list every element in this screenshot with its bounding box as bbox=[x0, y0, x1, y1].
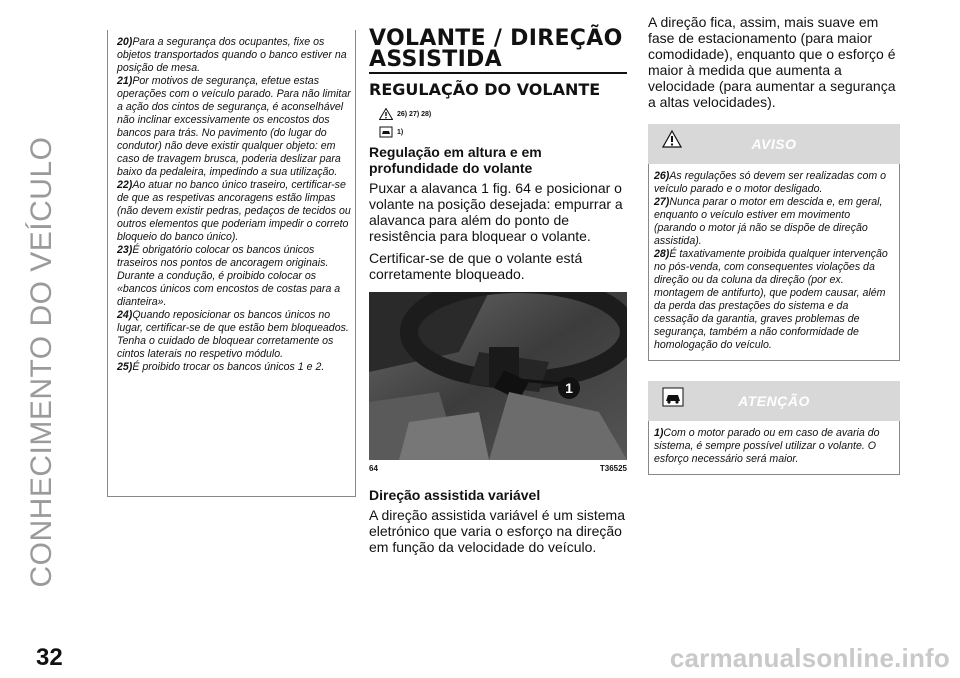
figure-code: T36525 bbox=[599, 464, 627, 473]
page-number: 32 bbox=[36, 644, 63, 671]
warning-refs-text: 26) 27) 28) bbox=[397, 110, 432, 118]
note-25: 25)É proibido trocar os bancos únicos 1 e 2. bbox=[117, 361, 325, 373]
figure-caption bbox=[369, 464, 627, 473]
note-23: 23)É obrigatório colocar os bancos únicos traseiros nos pontos de ancoragem originais. Durante a condução, é proibido colocar os «bancos únicos com encostos de costas para a dianteira». bbox=[117, 244, 341, 308]
caution-refs bbox=[379, 126, 631, 138]
aviso-body bbox=[648, 164, 900, 361]
notes-list bbox=[117, 36, 355, 374]
atencao-header bbox=[648, 381, 900, 421]
section-heading: VOLANTE / DIREÇÃO ASSISTIDA bbox=[369, 26, 623, 72]
right-column bbox=[648, 14, 900, 475]
atencao-title: ATENÇÃO bbox=[738, 393, 810, 409]
height-depth-instructions: Puxar a alavanca 1 fig. 64 e posicionar o volante na posição desejada: empurrar a alavanca para além do ponto de resistência para bloquear o volante. bbox=[369, 180, 623, 244]
note-22: 22)Ao atuar no banco único traseiro, certificar-se de que as respetivas ancoragens estão limpas (não devem existir pedras, pedaços de tecidos ou outros elementos que poderiam impedir o correto bloqueio do banco único). bbox=[117, 179, 351, 243]
warning-refs bbox=[379, 108, 631, 120]
steering-lever-figure bbox=[369, 292, 627, 460]
figure-number: 64 bbox=[369, 464, 378, 473]
subsection-heading: REGULAÇÃO DO VOLANTE bbox=[369, 80, 601, 99]
car-caution-icon bbox=[379, 126, 393, 138]
warning-triangle-icon bbox=[379, 108, 393, 120]
notes-box bbox=[107, 30, 356, 497]
height-depth-title: Regulação em altura e em profundidade do volante bbox=[369, 144, 542, 176]
height-depth-check: Certificar-se de que o volante está corretamente bloqueado. bbox=[369, 250, 583, 282]
figure-callout: 1 bbox=[565, 380, 573, 396]
note-24: 24)Quando reposicionar os bancos únicos no lugar, certificar-se de que estão bem bloqueados. Tenha o cuidado de bloquear corretamente os cintos laterais no respetivo módulo. bbox=[117, 309, 349, 360]
aviso-27: 27)Nunca parar o motor em descida e, em geral, enquanto o veículo estiver em movimento (parando o motor já não se dispõe de direção assistida). bbox=[654, 196, 883, 247]
aviso-28: 28)É taxativamente proibida qualquer intervenção no pós-venda, com consequentes violações da direção ou da coluna da direção (por ex. montagem de antifurto), que podem causar, além da perda das prestações do sistema e da cessação da garantia, graves problemas de segurança, também a não conformidade de homologação do veículo. bbox=[654, 248, 888, 351]
note-21: 21)Por motivos de segurança, efetue estas operações com o veículo parado. Para não limitar a ação dos cintos de segurança, é aconselhável não inclinar excessivamente os encostos dos bancos para trás. No pavimento (do lugar do condutor) não deve existir qualquer objeto: em caso de travagem brusca, poderia deslizar para baixo da pedaleira, impedindo a sua utilização. bbox=[117, 75, 351, 178]
caution-refs-text: 1) bbox=[397, 128, 404, 136]
note-20: 20)Para a segurança dos ocupantes, fixe os objetos transportados quando o banco estiver na posição de mesa. bbox=[117, 36, 347, 74]
site-watermark: carmanualsonline.info bbox=[669, 643, 950, 673]
aviso-title: AVISO bbox=[751, 136, 797, 152]
variable-steering-title: Direção assistida variável bbox=[369, 487, 541, 503]
steering-intro: A direção fica, assim, mais suave em fase de estacionamento (para maior comodidade), enquanto que o esforço é maior à medida que aumenta a velocidade (para aumentar a segurança a altas velocidades). bbox=[648, 14, 896, 110]
aviso-header bbox=[648, 124, 900, 164]
middle-column bbox=[369, 28, 631, 561]
heading-rule bbox=[369, 72, 627, 74]
steering-column-photo bbox=[369, 292, 627, 460]
atencao-1: 1)Com o motor parado ou em caso de avaria do sistema, é sempre possível utilizar o volante. O esforço necessário será maior. bbox=[654, 427, 880, 465]
atencao-body bbox=[648, 421, 900, 475]
variable-steering-text: A direção assistida variável é um sistema eletrónico que varia o esforço na direção em função da velocidade do veículo. bbox=[369, 507, 625, 555]
side-section-title-text: CONHECIMENTO DO VEÍCULO bbox=[25, 136, 58, 588]
aviso-26: 26)As regulações só devem ser realizadas com o veículo parado e o motor desligado. bbox=[654, 170, 886, 195]
